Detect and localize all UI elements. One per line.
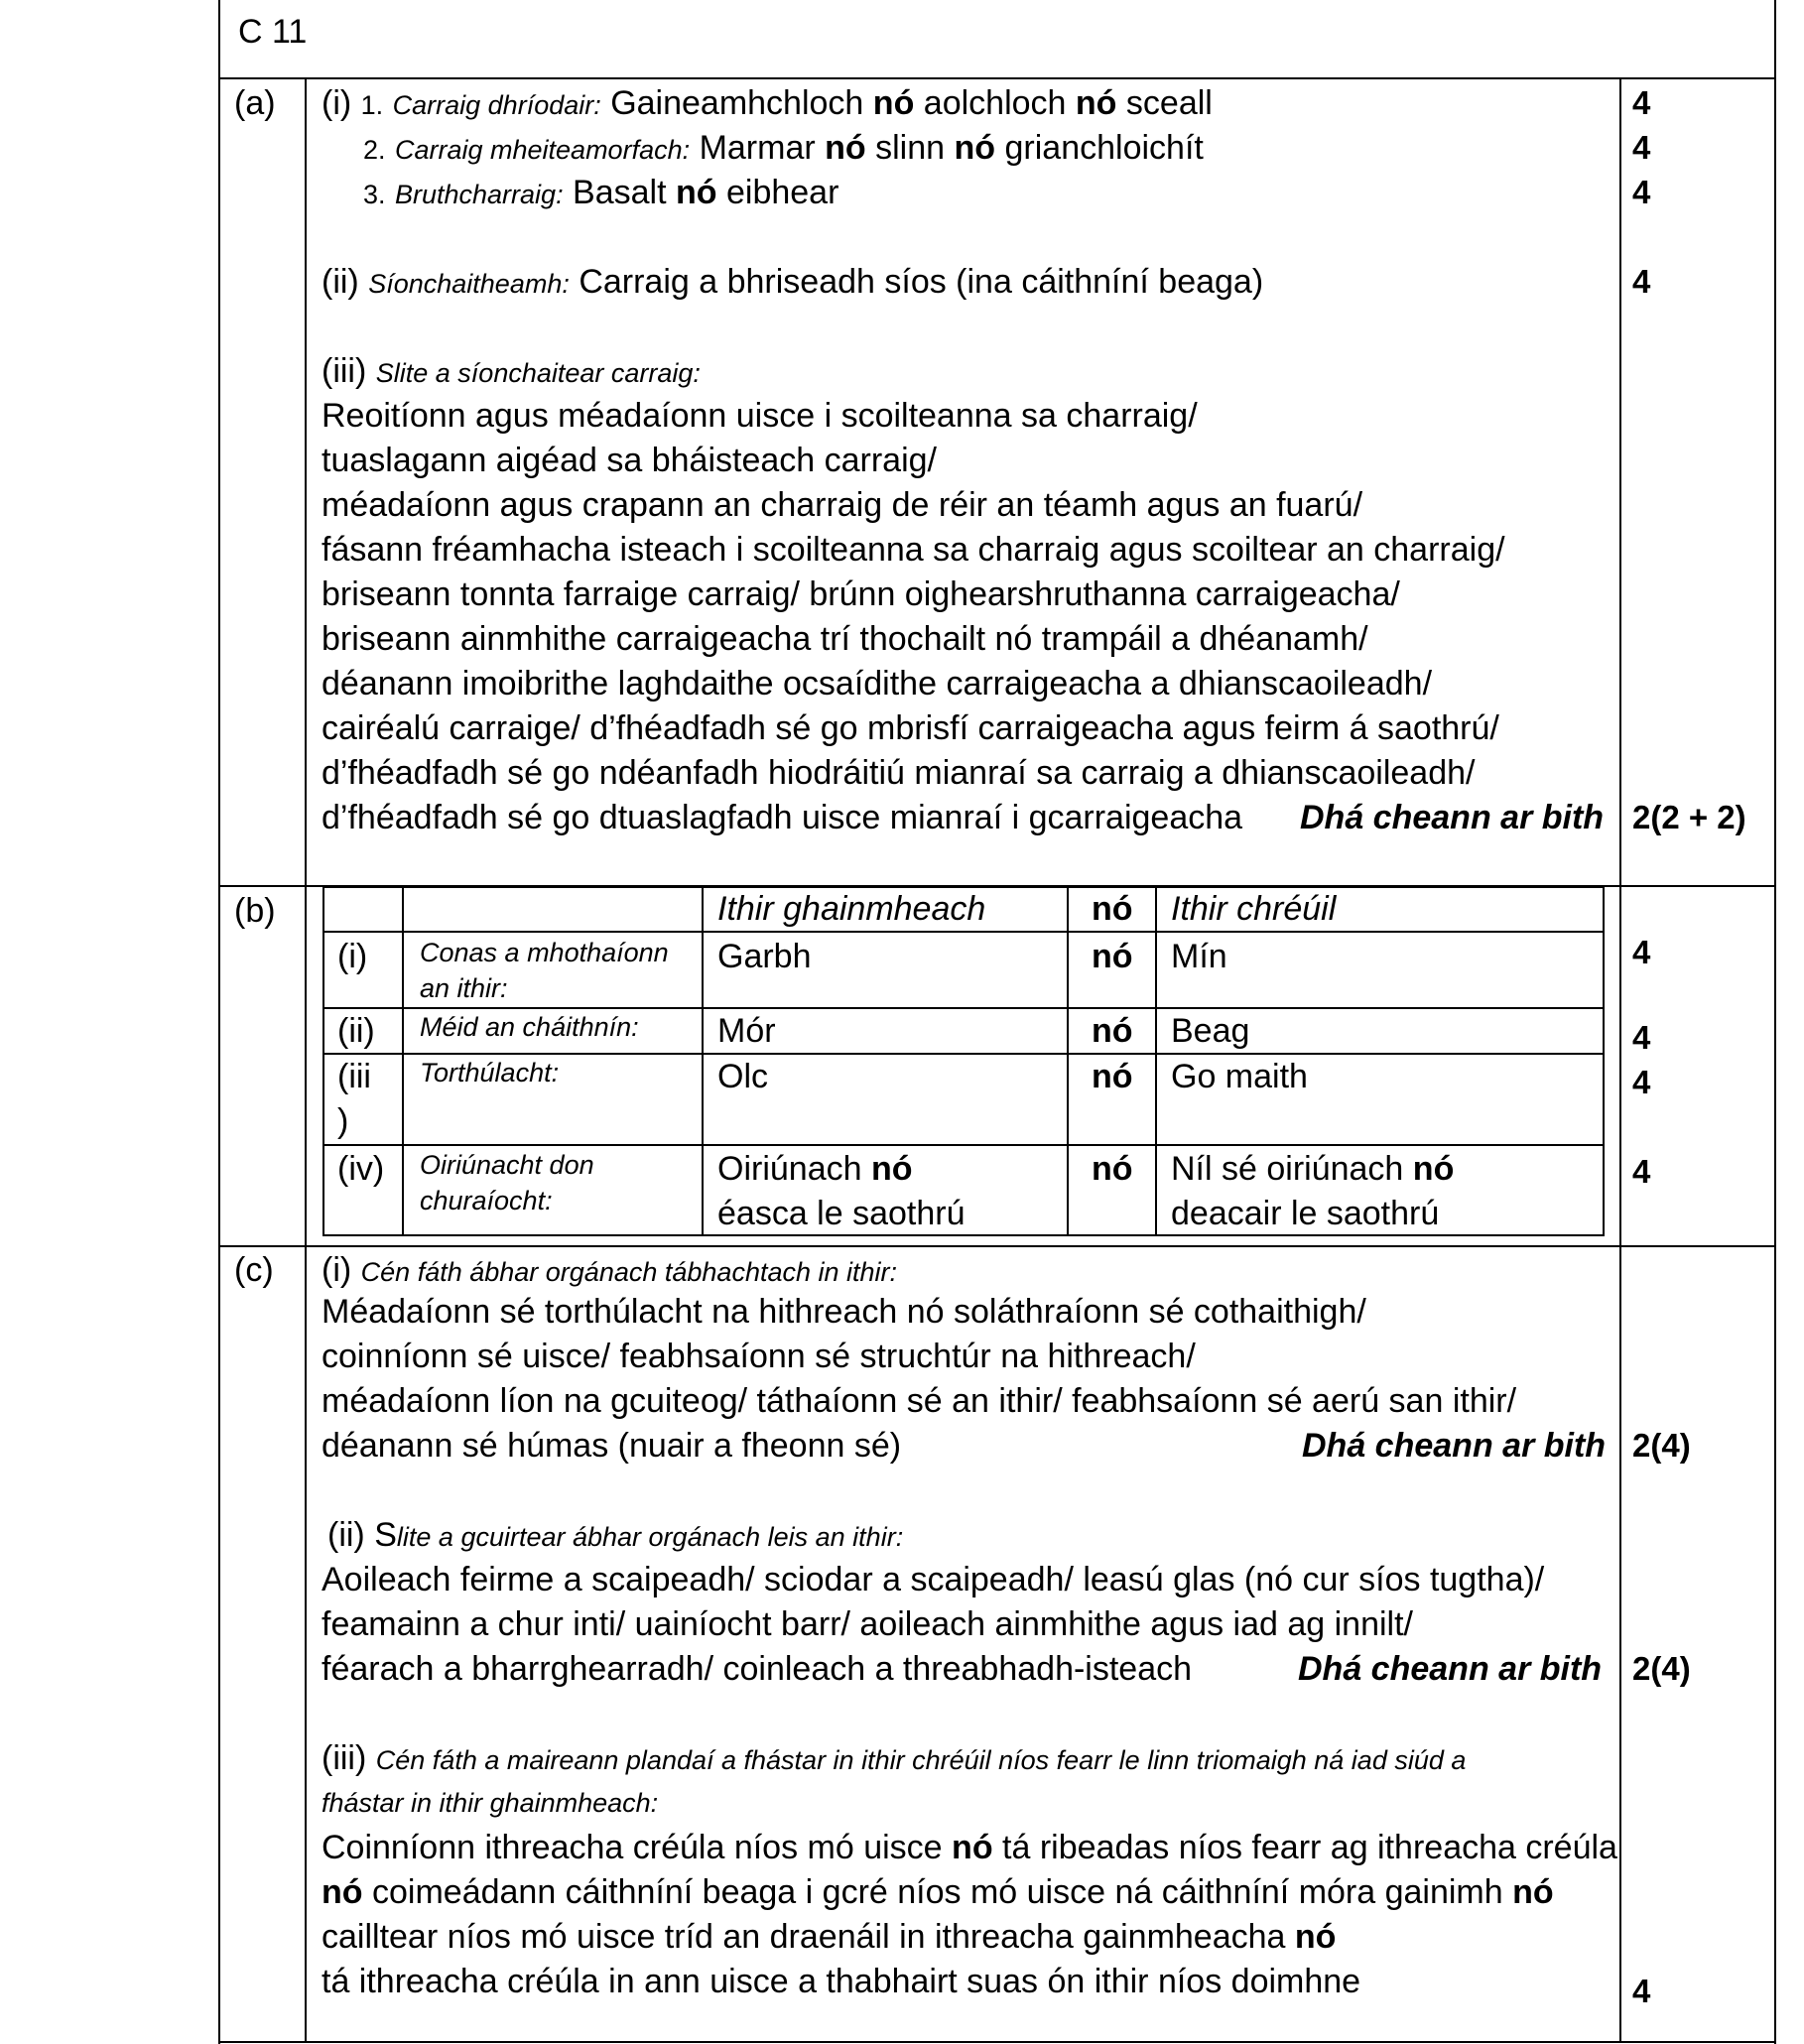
- b-row-iv-sandy-1: [717, 1147, 913, 1191]
- a-iii-num: (iii): [322, 352, 367, 390]
- b-row-iii-clay: Go maith: [1171, 1058, 1308, 1095]
- c-i-num: (i): [322, 1251, 352, 1289]
- part-b-label: (b): [234, 892, 276, 930]
- mark-a-i-1: 4: [1632, 84, 1651, 121]
- mark-c-iii: 4: [1632, 1973, 1651, 2009]
- mark-a-i-3: 4: [1632, 174, 1651, 210]
- b-row-iv-num: (iv): [337, 1150, 385, 1188]
- col-divider-marks: [1619, 77, 1621, 2042]
- c-i-line-1: Méadaíonn sé torthúlacht na hithreach nó soláthraíonn sé cothaithigh/: [322, 1293, 1366, 1331]
- b-row-iii-num-1: (iii: [337, 1058, 371, 1095]
- header-clay-soil: Ithir chréúil: [1171, 890, 1337, 928]
- a-i-line-1: (i) 1. Carraig dhríodair: Gaineamhchloch nó aolchloch nó sceall: [322, 84, 1213, 122]
- part-c-label: (c): [234, 1251, 274, 1289]
- a-i-line-2: 2. Carraig mheiteamorfach: Marmar nó slinn nó grianchloichít: [363, 129, 1204, 167]
- b-row-i-q2: an ithir:: [420, 973, 508, 1003]
- b-row-iv-sandy-2: éasca le saothrú: [717, 1195, 966, 1232]
- rock-2-num: 2.: [363, 135, 386, 165]
- c-i-heading: [322, 1248, 897, 1294]
- c-ii-line-2: feamainn a chur inti/ uainíocht barr/ aoileach ainmhithe agus iad ag innilt/: [322, 1605, 1414, 1643]
- rock-1-type: Carraig dhríodair:: [392, 90, 601, 120]
- part-a-label: (a): [234, 84, 276, 122]
- a-iii-line-7: déanann imoibrithe laghdaithe ocsaídithe carraigeacha a dhianscaoileadh/: [322, 665, 1433, 703]
- b-row-iv-clay-1: [1171, 1147, 1454, 1191]
- c-iii-heading-1: [322, 1736, 1466, 1782]
- c-ii-any-two: Dhá cheann ar bith: [1298, 1650, 1603, 1688]
- col-divider-label: [305, 77, 307, 2042]
- mark-c-ii: 2(4): [1632, 1650, 1691, 1687]
- c-ii-heading: [327, 1513, 903, 1559]
- rock-2-ans-3: grianchloichít: [1004, 129, 1204, 167]
- b-row-iv-or: nó: [1092, 1150, 1133, 1188]
- b-row-ii-sandy: Mór: [717, 1012, 776, 1050]
- mark-a-i-2: 4: [1632, 129, 1651, 166]
- b-row-iv-clay-or: nó: [1412, 1150, 1455, 1188]
- header-or: nó: [1092, 890, 1133, 928]
- a-iii-line-10: d’fhéadfadh sé go dtuaslagfadh uisce mianraí i gcarraigeacha: [322, 799, 1243, 836]
- c-iii-or-4: nó: [1294, 1918, 1337, 1956]
- a-iii-heading: [322, 349, 701, 395]
- b-row-iii-num-2: ): [337, 1102, 349, 1140]
- rock-3-num: 3.: [363, 180, 386, 209]
- mark-b-ii: 4: [1632, 1019, 1651, 1056]
- rock-3-type: Bruthcharraig:: [394, 180, 564, 209]
- row-divider-b: [218, 1245, 1776, 1247]
- c-iii-line-4: tá ithreacha créúla in ann uisce a thabhairt suas ón ithir níos doimhne: [322, 1963, 1361, 2000]
- a-iii-line-5: briseann tonnta farraige carraig/ brúnn oighearshruthanna carraigeacha/: [322, 575, 1400, 613]
- c-iii-line-1b: tá ribeadas níos fearr ag ithreacha créúla: [1002, 1829, 1617, 1866]
- b-row-i-sandy: Garbh: [717, 938, 812, 975]
- b-row-iv-sandy-or: nó: [870, 1150, 913, 1188]
- a-iii-line-6: briseann ainmhithe carraigeacha trí thochailt nó trampáil a dhéanamh/: [322, 620, 1368, 658]
- c-i-line-4: déanann sé húmas (nuair a fheonn sé): [322, 1427, 902, 1465]
- a-iii-line-3: méadaíonn agus crapann an charraig de réir an téamh agus an fuarú/: [322, 486, 1363, 524]
- c-i-any-two: Dhá cheann ar bith: [1302, 1427, 1607, 1465]
- c-iii-line-1a: Coinníonn ithreacha créúla níos mó uisce: [322, 1829, 943, 1866]
- b-row-iii-q1: Torthúlacht:: [420, 1058, 560, 1087]
- c-iii-heading-2: fhástar in ithir ghainmheach:: [322, 1788, 659, 1818]
- rock-1-num: 1.: [360, 90, 384, 120]
- c-iii-line-3: [322, 1915, 1336, 1959]
- soil-table-col-5: [1603, 886, 1605, 1236]
- b-row-iii-or: nó: [1092, 1058, 1133, 1095]
- a-ii-label: Síonchaitheamh:: [368, 269, 570, 299]
- a-ii-line: [322, 260, 1263, 306]
- c-ii-line-1: Aoileach feirme a scaipeadh/ sciodar a scaipeadh/ leasú glas (nó cur síos tugtha)/: [322, 1561, 1545, 1598]
- a-iii-label: Slite a síonchaitear carraig:: [375, 358, 701, 388]
- b-row-i-clay: Mín: [1171, 938, 1227, 975]
- b-row-iv-clay-text: Níl sé oiriúnach: [1171, 1150, 1404, 1188]
- c-ii-line-3: féarach a bharrghearradh/ coinleach a threabhadh-isteach: [322, 1650, 1193, 1688]
- b-row-iv-q2: churaíocht:: [420, 1186, 553, 1215]
- rock-2-ans-2: slinn: [875, 129, 946, 167]
- rock-1-ans-2: aolchloch: [923, 84, 1067, 122]
- c-i-label: Cén fáth ábhar orgánach tábhachtach in ithir:: [360, 1257, 898, 1287]
- c-iii-or-3: nó: [1512, 1873, 1554, 1911]
- soil-table-rule-1: [322, 931, 1605, 933]
- b-row-iv-sandy-text: Oiriúnach: [717, 1150, 862, 1188]
- a-iii-line-2: tuaslagann aigéad sa bháisteach carraig/: [322, 442, 937, 479]
- b-row-iv-q1: Oiriúnacht don: [420, 1150, 594, 1180]
- rock-1-ans-3: sceall: [1125, 84, 1213, 122]
- mark-a-ii: 4: [1632, 263, 1651, 300]
- mark-b-iv: 4: [1632, 1153, 1651, 1190]
- b-row-i-or: nó: [1092, 938, 1133, 975]
- rock-2-ans-1: Marmar: [699, 129, 816, 167]
- c-ii-label-s: S: [374, 1516, 397, 1554]
- b-row-ii-clay: Beag: [1171, 1012, 1250, 1050]
- b-row-iii-sandy: Olc: [717, 1058, 768, 1095]
- a-ii-answer: Carraig a bhriseadh síos (ina cáithníní beaga): [579, 263, 1264, 301]
- rock-2-type: Carraig mheiteamorfach:: [394, 135, 691, 165]
- a-iii-line-9: d’fhéadfadh sé go ndéanfadh hiodráitiú mianraí sa carraig a dhianscaoileadh/: [322, 754, 1476, 792]
- soil-table-rule-4: [322, 1144, 1605, 1146]
- c-iii-line-3a: cailltear níos mó uisce tríd an draenáil in ithreacha gainmheacha: [322, 1918, 1286, 1956]
- b-row-i-q1: Conas a mhothaíonn: [420, 938, 669, 967]
- a-i-num: (i): [322, 84, 352, 122]
- b-row-ii-or: nó: [1092, 1012, 1133, 1050]
- mark-a-iii: 2(2 + 2): [1632, 799, 1746, 835]
- c-iii-line-1: [322, 1826, 1617, 1869]
- border-bottom: [218, 2041, 1776, 2043]
- c-ii-num: (ii): [327, 1516, 365, 1554]
- c-iii-or-2: nó: [322, 1873, 363, 1911]
- row-divider-header: [218, 77, 1776, 79]
- b-row-i-num: (i): [337, 938, 368, 975]
- header-sandy-soil: Ithir ghainmheach: [717, 890, 986, 928]
- border-right: [1774, 0, 1776, 2044]
- b-row-iv-clay-2: deacair le saothrú: [1171, 1195, 1440, 1232]
- border-left: [218, 0, 220, 2044]
- mark-c-i: 2(4): [1632, 1427, 1691, 1464]
- rock-3-ans-2: eibhear: [725, 174, 839, 211]
- soil-table-col-3: [1067, 886, 1069, 1236]
- b-row-ii-num: (ii): [337, 1012, 375, 1050]
- a-iii-line-4: fásann fréamhacha isteach i scoilteanna sa charraig agus scoiltear an charraig/: [322, 531, 1505, 569]
- mark-b-iii: 4: [1632, 1064, 1651, 1100]
- a-iii-line-8: cairéalú carraige/ d’fhéadfadh sé go mbrisfí carraigeacha agus feirm á saothrú/: [322, 709, 1499, 747]
- c-i-line-2: coinníonn sé uisce/ feabhsaíonn sé struchtúr na hithreach/: [322, 1338, 1196, 1375]
- c-iii-line-2b: coimeádann cáithníní beaga i gcré níos mó uisce ná cáithníní móra gainimh: [372, 1873, 1503, 1911]
- rock-1-ans-1: Gaineamhchloch: [610, 84, 864, 122]
- a-iii-any-two: Dhá cheann ar bith: [1300, 799, 1605, 836]
- a-iii-line-1: Reoitíonn agus méadaíonn uisce i scoilteanna sa charraig/: [322, 397, 1198, 435]
- soil-table-col-1: [402, 886, 404, 1236]
- c-iii-label-1: Cén fáth a maireann plandaí a fhástar in ithir chréúil níos fearr le linn triomaigh ná iad siúd a: [375, 1745, 1467, 1775]
- a-i-line-3: 3. Bruthcharraig: Basalt nó eibhear: [363, 174, 839, 211]
- c-iii-line-2: [322, 1870, 1554, 1914]
- mark-b-i: 4: [1632, 934, 1651, 970]
- rock-3-ans-1: Basalt: [573, 174, 667, 211]
- soil-table-col-0: [322, 886, 324, 1236]
- soil-table-col-2: [702, 886, 704, 1236]
- c-i-line-3: méadaíonn líon na gcuiteog/ táthaíonn sé an ithir/ feabhsaíonn sé aerú san ithir/: [322, 1382, 1517, 1420]
- c-iii-num: (iii): [322, 1739, 367, 1777]
- c-iii-or-1: nó: [952, 1829, 993, 1866]
- question-label: C 11: [238, 13, 308, 51]
- c-ii-label: lite a gcuirtear ábhar orgánach leis an ithir:: [396, 1522, 904, 1552]
- soil-table-col-4: [1155, 886, 1157, 1236]
- b-row-ii-q1: Méid an cháithnín:: [420, 1012, 639, 1042]
- a-ii-num: (ii): [322, 263, 359, 301]
